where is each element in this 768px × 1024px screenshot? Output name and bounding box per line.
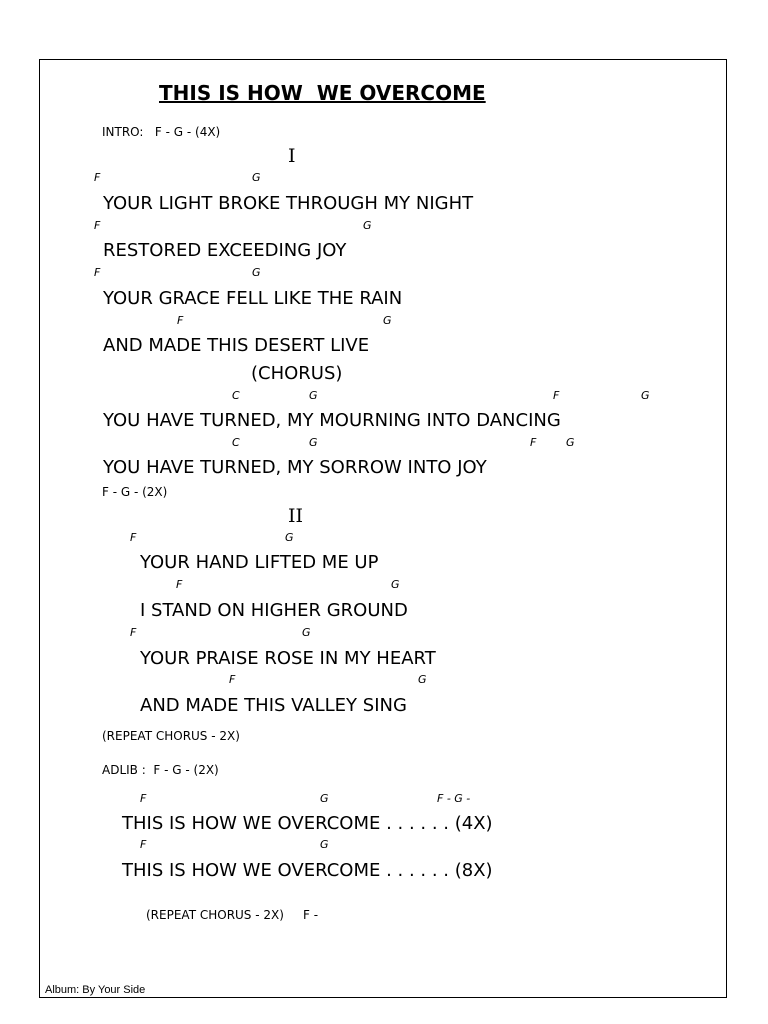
chord: F: [140, 792, 147, 805]
chord: G: [285, 531, 294, 544]
chord: F: [130, 626, 137, 639]
verse2-label: II: [288, 505, 304, 527]
lyric-line: RESTORED EXCEEDING JOY: [103, 240, 347, 261]
verse1-label: I: [288, 145, 296, 167]
chord: F: [176, 578, 183, 591]
chord: C: [232, 389, 240, 402]
repeat-chorus-note: (REPEAT CHORUS - 2X): [102, 729, 240, 743]
chord: F: [229, 673, 236, 686]
lyric-line: I STAND ON HIGHER GROUND: [140, 600, 408, 621]
chord: F - G -: [437, 792, 471, 805]
chord: F: [94, 266, 101, 279]
adlib-line: ADLIB : F - G - (2X): [102, 763, 219, 777]
album-credit: Album: By Your Side: [45, 984, 146, 996]
chord: C: [232, 436, 240, 449]
chord: F: [140, 838, 147, 851]
lyric-line: YOUR PRAISE ROSE IN MY HEART: [140, 648, 436, 669]
lyric-line: YOUR LIGHT BROKE THROUGH MY NIGHT: [103, 193, 474, 214]
chord: G: [641, 389, 650, 402]
repeat-chorus-final: (REPEAT CHORUS - 2X) F -: [146, 908, 319, 922]
lyric-line: THIS IS HOW WE OVERCOME . . . . . . (4X): [122, 813, 493, 834]
chord: F: [130, 531, 137, 544]
chord: F: [177, 314, 184, 327]
chorus-label: (CHORUS): [251, 363, 343, 384]
chord: F: [553, 389, 560, 402]
chorus-after: F - G - (2X): [102, 485, 168, 499]
lyric-line: YOU HAVE TURNED, MY SORROW INTO JOY: [103, 457, 487, 478]
chord: G: [309, 389, 318, 402]
lyric-line: YOUR HAND LIFTED ME UP: [140, 552, 379, 573]
lyric-line: YOU HAVE TURNED, MY MOURNING INTO DANCING: [103, 410, 561, 431]
chord: G: [383, 314, 392, 327]
chord: G: [309, 436, 318, 449]
chord: G: [363, 219, 372, 232]
chord: G: [320, 838, 329, 851]
chord: G: [252, 171, 261, 184]
chord: F: [94, 219, 101, 232]
chord: G: [252, 266, 261, 279]
chord: G: [418, 673, 427, 686]
chord: F: [530, 436, 537, 449]
lyric-line: THIS IS HOW WE OVERCOME . . . . . . (8X): [122, 860, 493, 881]
chord: G: [391, 578, 400, 591]
lyric-line: AND MADE THIS DESERT LIVE: [103, 335, 370, 356]
chord: G: [320, 792, 329, 805]
song-title: THIS IS HOW WE OVERCOME: [159, 81, 486, 105]
lyric-line: YOUR GRACE FELL LIKE THE RAIN: [103, 288, 403, 309]
lyric-line: AND MADE THIS VALLEY SING: [140, 695, 407, 716]
intro-line: INTRO: F - G - (4X): [102, 125, 221, 139]
chord: F: [94, 171, 101, 184]
chord: G: [566, 436, 575, 449]
chord: G: [302, 626, 311, 639]
